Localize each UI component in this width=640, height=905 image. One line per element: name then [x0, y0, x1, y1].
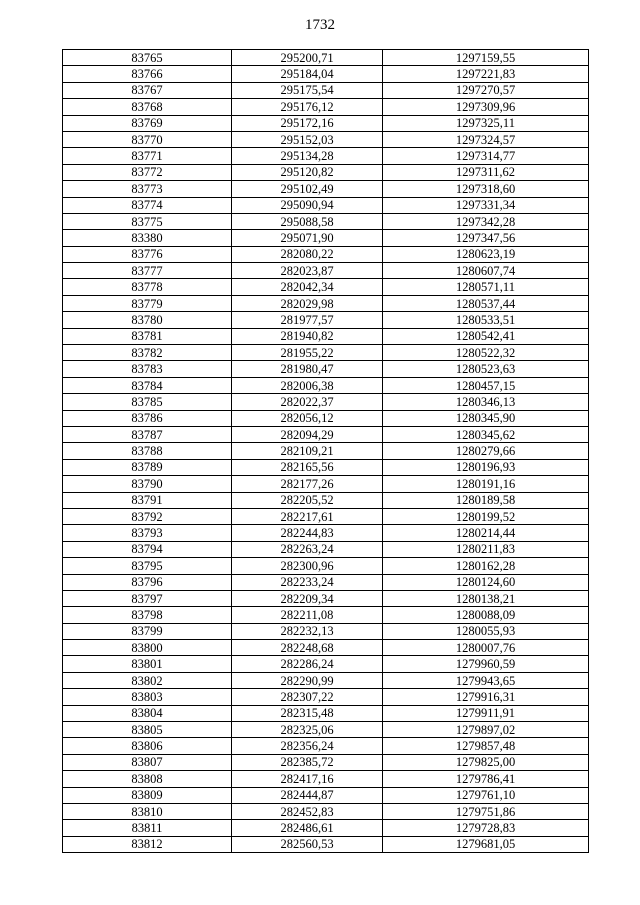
y-coordinate-cell: 1280196,93: [383, 459, 589, 475]
table-row: [63, 820, 589, 836]
point-number-cell: 83801: [63, 656, 232, 672]
point-number-cell: 83769: [63, 115, 232, 131]
point-number-cell: 83794: [63, 541, 232, 557]
x-coordinate-cell: 295200,71: [232, 50, 383, 66]
x-coordinate-cell: 282263,24: [232, 541, 383, 557]
x-coordinate-cell: 282109,21: [232, 443, 383, 459]
point-number-cell: 83771: [63, 148, 232, 164]
table-row: [63, 82, 589, 98]
y-coordinate-cell: 1297324,57: [383, 131, 589, 147]
x-coordinate-cell: 295102,49: [232, 181, 383, 197]
y-coordinate-cell: 1280162,28: [383, 558, 589, 574]
y-coordinate-cell: 1297221,83: [383, 66, 589, 82]
x-coordinate-cell: 282232,13: [232, 623, 383, 639]
table-row: [63, 246, 589, 262]
point-number-cell: 83810: [63, 803, 232, 819]
point-number-cell: 83795: [63, 558, 232, 574]
point-number-cell: 83804: [63, 705, 232, 721]
x-coordinate-cell: 282022,37: [232, 394, 383, 410]
table-row: [63, 99, 589, 115]
point-number-cell: 83803: [63, 689, 232, 705]
x-coordinate-cell: 282217,61: [232, 508, 383, 524]
table-row: [63, 525, 589, 541]
table-row: [63, 115, 589, 131]
table-row: [63, 541, 589, 557]
y-coordinate-cell: 1280346,13: [383, 394, 589, 410]
y-coordinate-cell: 1280055,93: [383, 623, 589, 639]
table-row: [63, 738, 589, 754]
table-row: [63, 590, 589, 606]
x-coordinate-cell: 282307,22: [232, 689, 383, 705]
table-row: [63, 689, 589, 705]
y-coordinate-cell: 1279728,83: [383, 820, 589, 836]
table-row: [63, 230, 589, 246]
table-row: [63, 312, 589, 328]
table-row: [63, 197, 589, 213]
point-number-cell: 83798: [63, 607, 232, 623]
table-row: [63, 181, 589, 197]
point-number-cell: 83799: [63, 623, 232, 639]
point-number-cell: 83789: [63, 459, 232, 475]
x-coordinate-cell: 295172,16: [232, 115, 383, 131]
y-coordinate-cell: 1280124,60: [383, 574, 589, 590]
x-coordinate-cell: 282205,52: [232, 492, 383, 508]
y-coordinate-cell: 1297342,28: [383, 213, 589, 229]
point-number-cell: 83791: [63, 492, 232, 508]
x-coordinate-cell: 282006,38: [232, 377, 383, 393]
y-coordinate-cell: 1280537,44: [383, 295, 589, 311]
y-coordinate-cell: 1280542,41: [383, 328, 589, 344]
point-number-cell: 83777: [63, 263, 232, 279]
point-number-cell: 83775: [63, 213, 232, 229]
point-number-cell: 83380: [63, 230, 232, 246]
x-coordinate-cell: 282177,26: [232, 476, 383, 492]
y-coordinate-cell: 1297325,11: [383, 115, 589, 131]
x-coordinate-cell: 282165,56: [232, 459, 383, 475]
table-row: [63, 656, 589, 672]
y-coordinate-cell: 1280199,52: [383, 508, 589, 524]
table-row: [63, 410, 589, 426]
point-number-cell: 83785: [63, 394, 232, 410]
table-row: [63, 574, 589, 590]
table-row: [63, 164, 589, 180]
x-coordinate-cell: 282452,83: [232, 803, 383, 819]
x-coordinate-cell: 282560,53: [232, 836, 383, 852]
point-number-cell: 83765: [63, 50, 232, 66]
y-coordinate-cell: 1280523,63: [383, 361, 589, 377]
point-number-cell: 83793: [63, 525, 232, 541]
x-coordinate-cell: 295152,03: [232, 131, 383, 147]
x-coordinate-cell: 282417,16: [232, 771, 383, 787]
table-row: [63, 787, 589, 803]
point-number-cell: 83784: [63, 377, 232, 393]
y-coordinate-cell: 1280571,11: [383, 279, 589, 295]
table-row: [63, 361, 589, 377]
point-number-cell: 83767: [63, 82, 232, 98]
y-coordinate-cell: 1280345,62: [383, 426, 589, 442]
x-coordinate-cell: 281977,57: [232, 312, 383, 328]
y-coordinate-cell: 1279786,41: [383, 771, 589, 787]
point-number-cell: 83770: [63, 131, 232, 147]
point-number-cell: 83768: [63, 99, 232, 115]
table-row: [63, 705, 589, 721]
table-row: [63, 459, 589, 475]
y-coordinate-cell: 1280191,16: [383, 476, 589, 492]
point-number-cell: 83772: [63, 164, 232, 180]
y-coordinate-cell: 1297311,62: [383, 164, 589, 180]
table-row: [63, 836, 589, 852]
table-row: [63, 377, 589, 393]
y-coordinate-cell: 1280457,15: [383, 377, 589, 393]
point-number-cell: 83781: [63, 328, 232, 344]
table-row: [63, 508, 589, 524]
table-row: [63, 345, 589, 361]
table-row: [63, 66, 589, 82]
x-coordinate-cell: 282244,83: [232, 525, 383, 541]
x-coordinate-cell: 295120,82: [232, 164, 383, 180]
table-row: [63, 213, 589, 229]
table-row: [63, 754, 589, 770]
point-number-cell: 83788: [63, 443, 232, 459]
point-number-cell: 83780: [63, 312, 232, 328]
table-row: [63, 279, 589, 295]
x-coordinate-cell: 282094,29: [232, 426, 383, 442]
table-row: [63, 492, 589, 508]
x-coordinate-cell: 282211,08: [232, 607, 383, 623]
y-coordinate-cell: 1279960,59: [383, 656, 589, 672]
point-number-cell: 83786: [63, 410, 232, 426]
page-number: 1732: [305, 17, 335, 33]
x-coordinate-cell: 282356,24: [232, 738, 383, 754]
y-coordinate-cell: 1280345,90: [383, 410, 589, 426]
point-number-cell: 83776: [63, 246, 232, 262]
y-coordinate-cell: 1280607,74: [383, 263, 589, 279]
y-coordinate-cell: 1279681,05: [383, 836, 589, 852]
point-number-cell: 83806: [63, 738, 232, 754]
x-coordinate-cell: 295071,90: [232, 230, 383, 246]
y-coordinate-cell: 1280214,44: [383, 525, 589, 541]
x-coordinate-cell: 295134,28: [232, 148, 383, 164]
point-number-cell: 83807: [63, 754, 232, 770]
x-coordinate-cell: 282042,34: [232, 279, 383, 295]
x-coordinate-cell: 295175,54: [232, 82, 383, 98]
x-coordinate-cell: 295090,94: [232, 197, 383, 213]
y-coordinate-cell: 1280007,76: [383, 640, 589, 656]
y-coordinate-cell: 1280533,51: [383, 312, 589, 328]
y-coordinate-cell: 1279911,91: [383, 705, 589, 721]
table-row: [63, 672, 589, 688]
x-coordinate-cell: 295176,12: [232, 99, 383, 115]
coordinates-table: [62, 49, 589, 853]
y-coordinate-cell: 1280088,09: [383, 607, 589, 623]
point-number-cell: 83796: [63, 574, 232, 590]
x-coordinate-cell: 281980,47: [232, 361, 383, 377]
y-coordinate-cell: 1280279,66: [383, 443, 589, 459]
y-coordinate-cell: 1279761,10: [383, 787, 589, 803]
table-row: [63, 803, 589, 819]
y-coordinate-cell: 1279825,00: [383, 754, 589, 770]
x-coordinate-cell: 282290,99: [232, 672, 383, 688]
table-row: [63, 476, 589, 492]
x-coordinate-cell: 282300,96: [232, 558, 383, 574]
y-coordinate-cell: 1297318,60: [383, 181, 589, 197]
point-number-cell: 83774: [63, 197, 232, 213]
x-coordinate-cell: 282315,48: [232, 705, 383, 721]
point-number-cell: 83783: [63, 361, 232, 377]
point-number-cell: 83811: [63, 820, 232, 836]
table-row: [63, 607, 589, 623]
x-coordinate-cell: 282248,68: [232, 640, 383, 656]
x-coordinate-cell: 282325,06: [232, 722, 383, 738]
x-coordinate-cell: 282233,24: [232, 574, 383, 590]
y-coordinate-cell: 1279857,48: [383, 738, 589, 754]
x-coordinate-cell: 282209,34: [232, 590, 383, 606]
table-row: [63, 328, 589, 344]
y-coordinate-cell: 1280522,32: [383, 345, 589, 361]
y-coordinate-cell: 1297314,77: [383, 148, 589, 164]
x-coordinate-cell: 281955,22: [232, 345, 383, 361]
point-number-cell: 83773: [63, 181, 232, 197]
x-coordinate-cell: 282056,12: [232, 410, 383, 426]
point-number-cell: 83812: [63, 836, 232, 852]
x-coordinate-cell: 282486,61: [232, 820, 383, 836]
table-row: [63, 131, 589, 147]
point-number-cell: 83800: [63, 640, 232, 656]
point-number-cell: 83802: [63, 672, 232, 688]
table-row: [63, 148, 589, 164]
point-number-cell: 83808: [63, 771, 232, 787]
y-coordinate-cell: 1297159,55: [383, 50, 589, 66]
table-row: [63, 263, 589, 279]
y-coordinate-cell: 1297331,34: [383, 197, 589, 213]
point-number-cell: 83797: [63, 590, 232, 606]
table-row: [63, 394, 589, 410]
y-coordinate-cell: 1280138,21: [383, 590, 589, 606]
table-row: [63, 295, 589, 311]
point-number-cell: 83790: [63, 476, 232, 492]
table-row: [63, 50, 589, 66]
table-row: [63, 426, 589, 442]
table-row: [63, 443, 589, 459]
table-row: [63, 722, 589, 738]
table-row: [63, 640, 589, 656]
y-coordinate-cell: 1297347,56: [383, 230, 589, 246]
y-coordinate-cell: 1280211,83: [383, 541, 589, 557]
x-coordinate-cell: 295088,58: [232, 213, 383, 229]
x-coordinate-cell: 282029,98: [232, 295, 383, 311]
y-coordinate-cell: 1279751,86: [383, 803, 589, 819]
point-number-cell: 83782: [63, 345, 232, 361]
point-number-cell: 83805: [63, 722, 232, 738]
y-coordinate-cell: 1279897,02: [383, 722, 589, 738]
y-coordinate-cell: 1279943,65: [383, 672, 589, 688]
y-coordinate-cell: 1297270,57: [383, 82, 589, 98]
coordinates-table-body: [63, 50, 589, 853]
table-row: [63, 771, 589, 787]
point-number-cell: 83787: [63, 426, 232, 442]
point-number-cell: 83792: [63, 508, 232, 524]
point-number-cell: 83779: [63, 295, 232, 311]
point-number-cell: 83766: [63, 66, 232, 82]
x-coordinate-cell: 282444,87: [232, 787, 383, 803]
coordinates-table-container: [62, 49, 588, 853]
x-coordinate-cell: 282080,22: [232, 246, 383, 262]
x-coordinate-cell: 295184,04: [232, 66, 383, 82]
y-coordinate-cell: 1297309,96: [383, 99, 589, 115]
y-coordinate-cell: 1280189,58: [383, 492, 589, 508]
point-number-cell: 83809: [63, 787, 232, 803]
table-row: [63, 558, 589, 574]
y-coordinate-cell: 1280623,19: [383, 246, 589, 262]
x-coordinate-cell: 281940,82: [232, 328, 383, 344]
x-coordinate-cell: 282023,87: [232, 263, 383, 279]
x-coordinate-cell: 282286,24: [232, 656, 383, 672]
table-row: [63, 623, 589, 639]
point-number-cell: 83778: [63, 279, 232, 295]
y-coordinate-cell: 1279916,31: [383, 689, 589, 705]
x-coordinate-cell: 282385,72: [232, 754, 383, 770]
